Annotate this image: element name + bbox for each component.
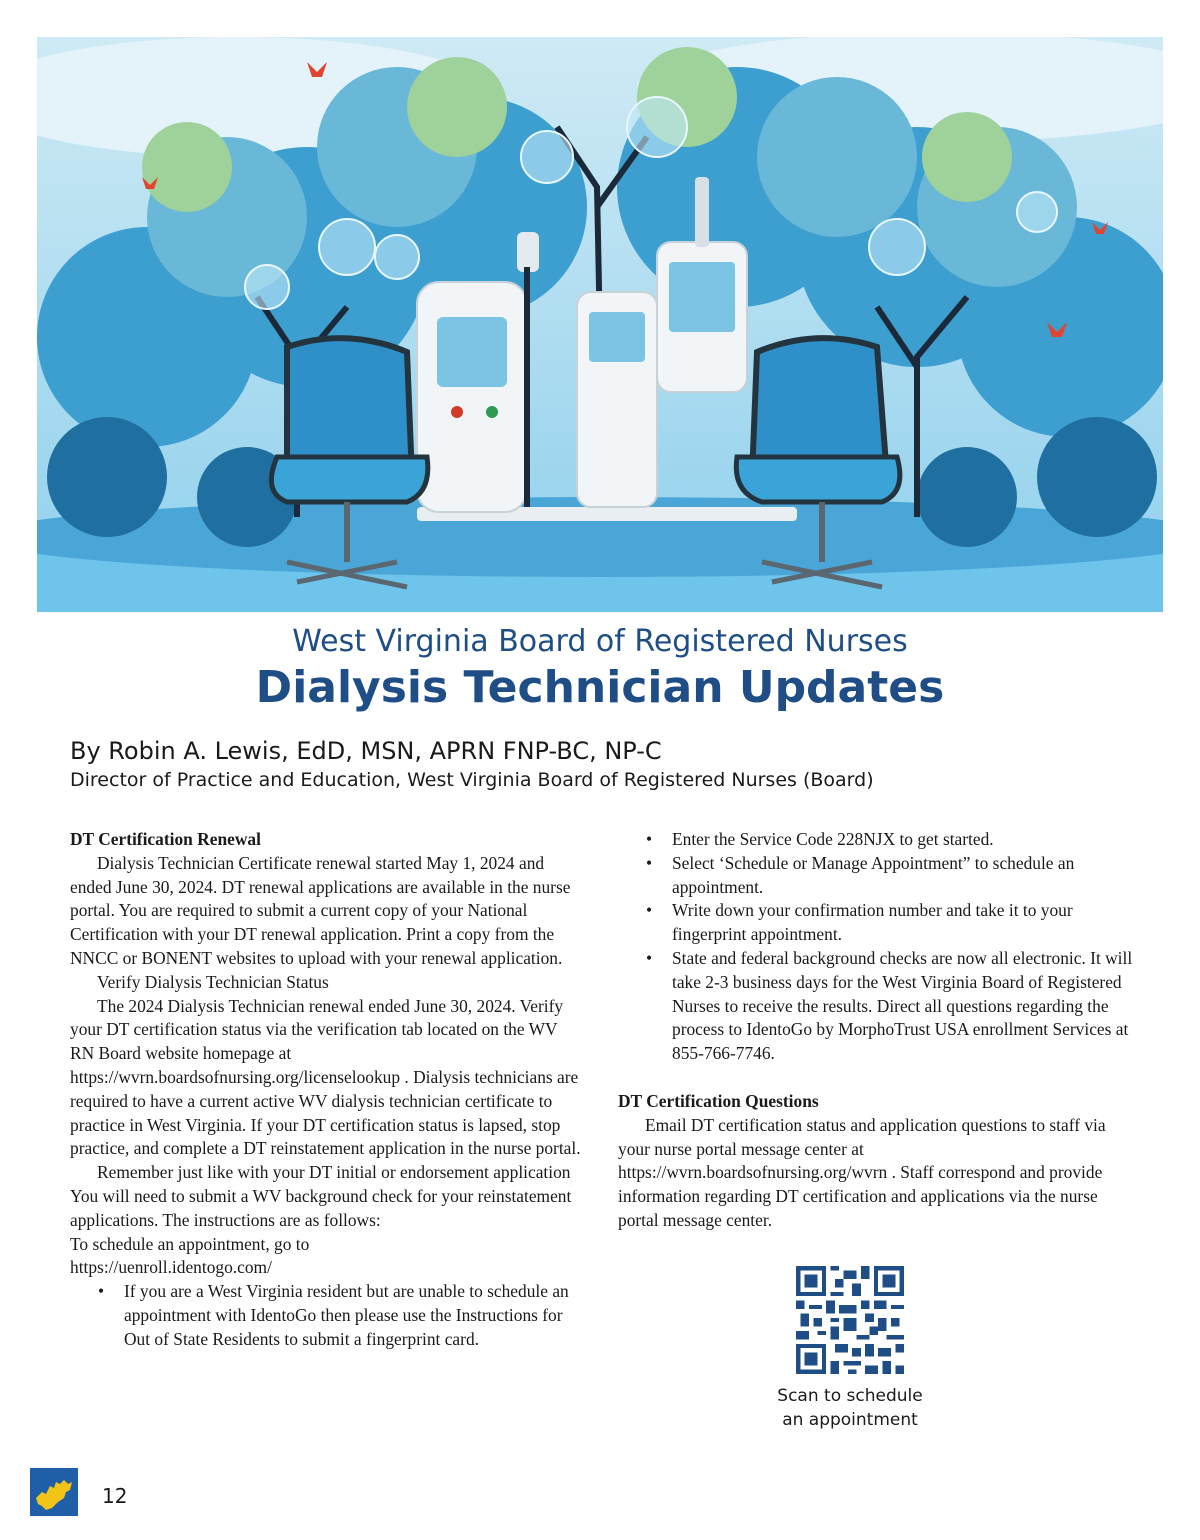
instruction-list: [70, 1280, 585, 1351]
left-column: [70, 828, 585, 1352]
section-heading-renewal: DT Certification Renewal: [70, 829, 261, 849]
author-role: Director of Practice and Education, West Virginia Board of Registered Nurses (Board): [70, 769, 874, 791]
list-item: • Enter the Service Code 228NJX to get started.: [646, 829, 994, 849]
paragraph: The 2024 Dialysis Technician renewal ended June 30, 2024. Verify your DT certification status via the verification tab located on the WV RN Board website homepage at https://wvrn.boardsofnursing.org/licenselookup . Dialysis technicians are required to have a current active WV dialysis technician certificate to practice in West Virginia. If your DT certification status is lapsed, stop practice, and complete a DT reinstatement application in the nurse portal.: [70, 995, 581, 1159]
list-item: • Write down your confirmation number and take it to your fingerprint appointment.: [646, 900, 1073, 945]
right-column: [618, 828, 1133, 1233]
west-virginia-state-icon: [30, 1468, 78, 1516]
paragraph: Remember just like with your DT initial or endorsement application You will need to submit a WV background check for your reinstatement applications. The instructions are as follows:: [70, 1162, 572, 1230]
qr-caption: Scan to schedule an appointment: [777, 1386, 923, 1430]
dialysis-chairs-illustration: [37, 37, 1163, 612]
article-title-block: [0, 622, 1200, 714]
section-heading-questions: DT Certification Questions: [618, 1090, 819, 1111]
list-item: • State and federal background checks are now all electronic. It will take 2-3 business days for the West Virginia Board of Registered Nurses to receive the results. Direct all questions regarding the process to IdentoGo by MorphoTrust USA enrollment Services at 855-766-7746.: [646, 947, 1133, 1064]
paragraph: Email DT certification status and application questions to staff via your nurse portal message center at https://wvrn.boardsofnursing.org/wvrn . Staff correspond and provide information regarding DT certification and applications via the nurse portal message center.: [618, 1114, 1106, 1230]
list-item: • Select ‘Schedule or Manage Appointment” to schedule an appointment.: [646, 852, 1075, 897]
organization-subtitle: West Virginia Board of Registered Nurses: [292, 624, 908, 659]
list-item: • If you are a West Virginia resident but are unable to schedule an appointment with IdentoGo then please use the Instructions for Out of State Residents to submit a fingerprint card.: [98, 1281, 569, 1349]
byline: [70, 735, 874, 793]
paragraph: Verify Dialysis Technician Status: [97, 971, 329, 992]
article-title: Dialysis Technician Updates: [255, 662, 945, 713]
page-number: 12: [102, 1484, 128, 1508]
identogo-link[interactable]: https://uenroll.identogo.com/: [70, 1257, 272, 1278]
qr-code-icon[interactable]: [796, 1266, 904, 1374]
paragraph: Dialysis Technician Certificate renewal started May 1, 2024 and ended June 30, 2024. DT renewal applications are available in the nurse portal. You are required to submit a current copy of your National Certification with your DT renewal application. Print a copy from the NNCC or BONENT websites to upload with your renewal application.: [70, 852, 571, 968]
instruction-list: [618, 828, 1133, 1066]
author-name: By Robin A. Lewis, EdD, MSN, APRN FNP-BC, NP-C: [70, 737, 662, 765]
paragraph: To schedule an appointment, go to: [70, 1233, 310, 1254]
hero-illustration: [37, 37, 1163, 612]
